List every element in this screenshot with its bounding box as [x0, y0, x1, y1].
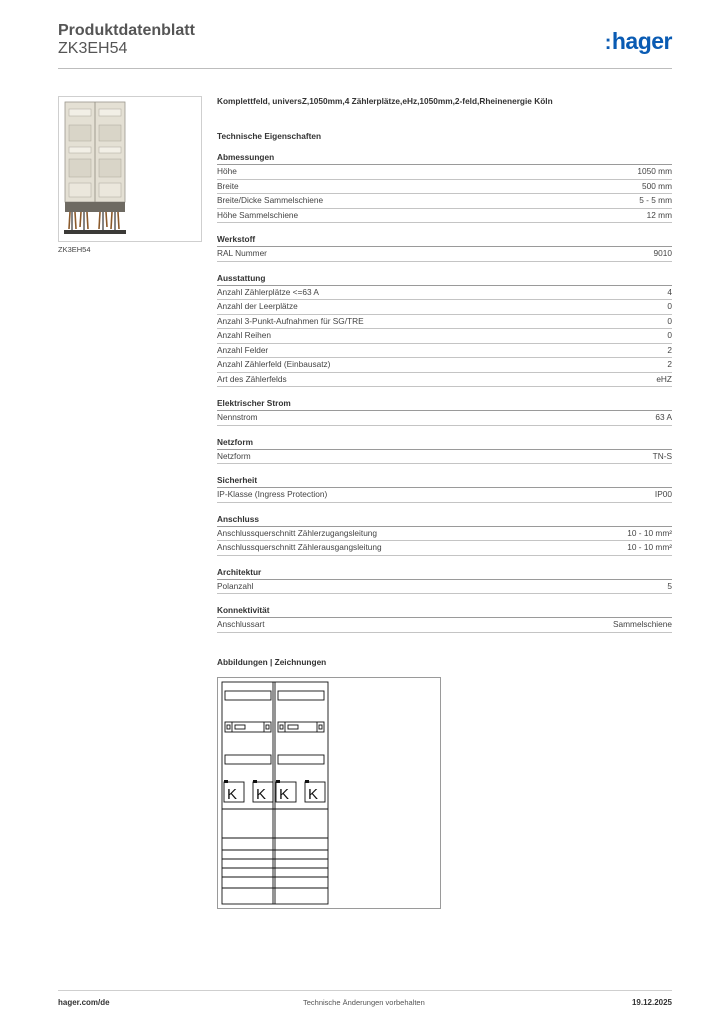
spec-value: 2: [667, 344, 672, 355]
spec-label: Breite: [217, 180, 239, 191]
section-title: Werkstoff: [217, 234, 672, 247]
spec-row: [217, 180, 672, 195]
spec-label: Höhe Sammelschiene: [217, 209, 299, 220]
spec-value: 4: [667, 286, 672, 297]
section-sicherheit: [217, 475, 672, 503]
spec-label: Anschlussquerschnitt Zählerausgangsleitung: [217, 542, 382, 552]
section-elektrischer-strom: [217, 398, 672, 426]
spec-label: Höhe: [217, 166, 237, 176]
section-title: Ausstattung: [217, 273, 672, 286]
spec-label: Anzahl Zählerfeld (Einbausatz): [217, 359, 331, 369]
spec-value: 0: [667, 315, 672, 326]
document-title: Produktdatenblatt: [58, 22, 195, 39]
spec-value: 5 - 5 mm: [639, 195, 672, 205]
spec-row: [217, 329, 672, 344]
spec-label: Breite/Dicke Sammelschiene: [217, 195, 324, 205]
spec-row: [217, 247, 672, 262]
technical-drawing: [217, 677, 441, 909]
spec-row: [217, 344, 672, 359]
spec-value: 10 - 10 mm²: [627, 542, 672, 552]
hager-logo[interactable]: [605, 28, 672, 55]
spec-label: Netzform: [217, 450, 251, 461]
section-werkstoff: [217, 234, 672, 262]
footer-date: 19.12.2025: [631, 998, 672, 1007]
spec-label: Nennstrom: [217, 412, 258, 422]
photo-caption: ZK3EH54: [58, 245, 91, 254]
section-title: Konnektivität: [217, 605, 672, 618]
meter-label-k: K: [308, 786, 319, 803]
spec-label: Anzahl der Leerplätze: [217, 301, 298, 311]
spec-value: Sammelschiene: [612, 619, 672, 629]
spec-value: 9010: [653, 248, 672, 258]
section-ausstattung: [217, 273, 672, 388]
section-title: Elektrischer Strom: [217, 398, 672, 411]
product-title: Komplettfeld, universZ,1050mm,4 Zählerplätze,eHz,1050mm,2-feld,Rheinenergie Köln: [217, 96, 553, 106]
spec-label: Anschlussart: [217, 619, 265, 629]
spec-value: 5: [667, 580, 672, 591]
header-divider: [58, 68, 672, 69]
meter-label-k: K: [256, 786, 267, 803]
spec-value: 2: [667, 359, 672, 369]
spec-value: 1050 mm: [637, 166, 672, 176]
meter-panel-schematic: [218, 678, 440, 908]
spec-value: IP00: [654, 489, 672, 499]
spec-row: [217, 411, 672, 426]
spec-label: Anschlussquerschnitt Zählerzugangsleitung: [217, 527, 378, 538]
section-title: Architektur: [217, 567, 672, 580]
spec-value: 63 A: [655, 412, 672, 422]
spec-row: [217, 286, 672, 301]
section-architektur: [217, 567, 672, 595]
section-title: Sicherheit: [217, 475, 672, 488]
spec-row: [217, 165, 672, 180]
spec-label: Anzahl 3-Punkt-Aufnahmen für SG/TRE: [217, 315, 364, 326]
logo-text: hager: [611, 28, 672, 54]
spec-row: [217, 527, 672, 542]
section-konnektivitaet: [217, 605, 672, 633]
article-number: ZK3EH54: [58, 40, 128, 57]
spec-row: [217, 315, 672, 330]
spec-row: [217, 488, 672, 503]
section-title: Anschluss: [217, 514, 672, 527]
spec-label: Anzahl Felder: [217, 344, 269, 355]
spec-row: [217, 300, 672, 315]
spec-label: Polanzahl: [217, 580, 254, 591]
footer-divider: [58, 990, 672, 991]
spec-value: TN-S: [652, 450, 672, 461]
logo-colon-icon: :: [604, 32, 611, 54]
spec-row: [217, 580, 672, 595]
meter-cabinet-image: [59, 97, 201, 241]
spec-label: Anzahl Zählerplätze <=63 A: [217, 286, 319, 297]
product-photo: [58, 96, 202, 242]
spec-row: [217, 194, 672, 209]
spec-label: Art des Zählerfelds: [217, 373, 287, 384]
spec-label: Anzahl Reihen: [217, 330, 271, 340]
meter-label-k: K: [227, 786, 238, 803]
spec-value: 500 mm: [642, 180, 672, 191]
spec-row: [217, 209, 672, 224]
technical-properties-heading: Technische Eigenschaften: [217, 131, 322, 141]
footer-notice: Technische Änderungen vorbehalten: [303, 998, 425, 1007]
spec-label: IP-Klasse (Ingress Protection): [217, 489, 328, 499]
spec-value: 0: [667, 330, 672, 340]
section-title: Netzform: [217, 437, 672, 450]
spec-label: RAL Nummer: [217, 248, 267, 258]
spec-value: eHZ: [656, 373, 672, 384]
footer-website-link[interactable]: hager.com/de: [58, 998, 110, 1007]
spec-value: 0: [667, 301, 672, 311]
specification-panel: [217, 96, 672, 633]
spec-value: 10 - 10 mm²: [627, 527, 672, 538]
meter-label-k: K: [279, 786, 290, 803]
drawings-heading: Abbildungen | Zeichnungen: [217, 657, 327, 667]
spec-row: [217, 373, 672, 388]
section-anschluss: [217, 514, 672, 556]
section-abmessungen: [217, 152, 672, 223]
spec-row: [217, 358, 672, 373]
spec-value: 12 mm: [646, 209, 672, 220]
spec-row: [217, 618, 672, 633]
spec-row: [217, 450, 672, 465]
spec-row: [217, 541, 672, 556]
section-title: Abmessungen: [217, 152, 672, 165]
section-netzform: [217, 437, 672, 465]
